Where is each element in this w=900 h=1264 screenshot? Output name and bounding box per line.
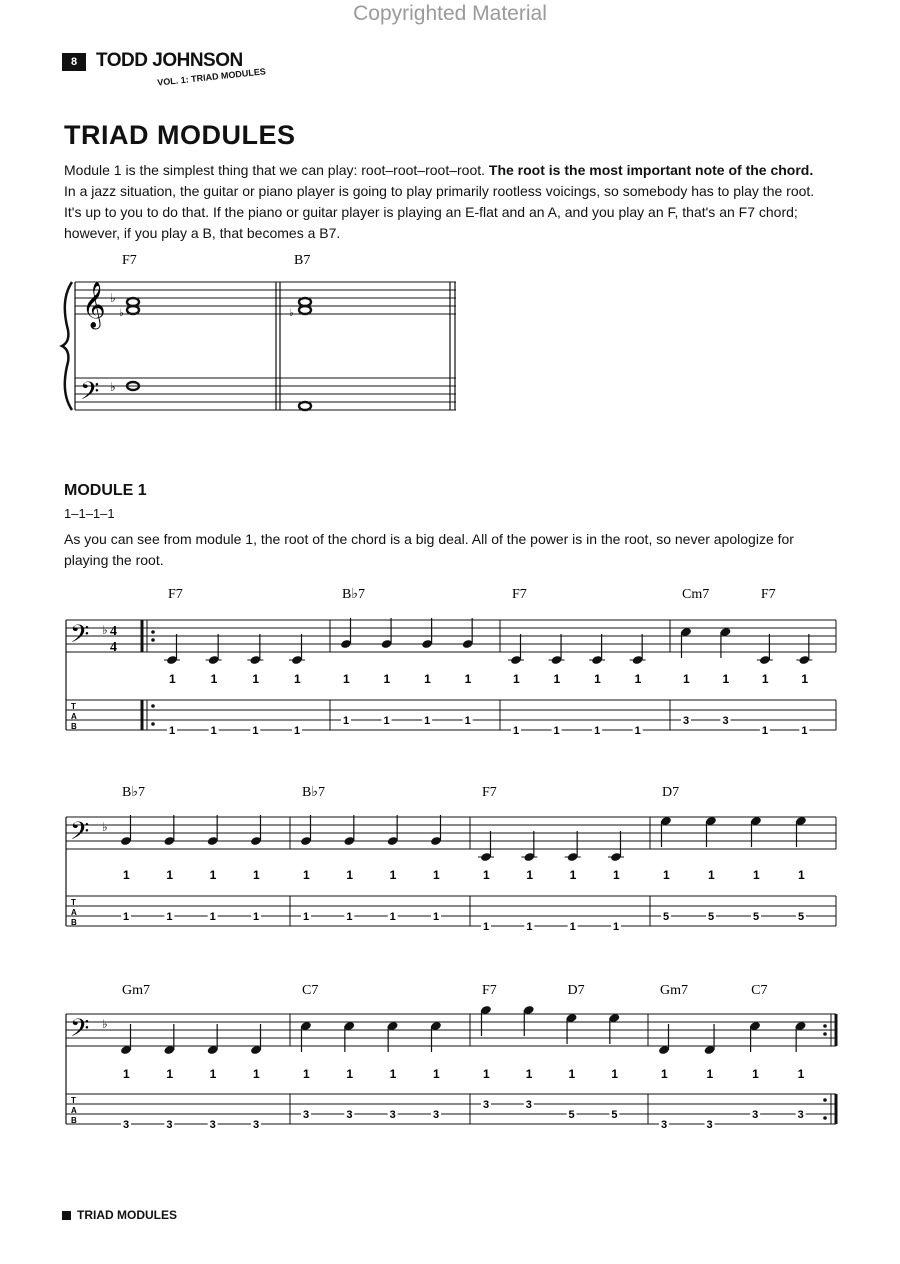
finger-number: 1 bbox=[123, 1067, 130, 1081]
flat-icon: ♭ bbox=[289, 308, 294, 319]
finger-number: 1 bbox=[389, 1067, 397, 1081]
brace bbox=[62, 282, 72, 410]
finger-number: 1 bbox=[663, 868, 670, 882]
tab-clef-icon: T bbox=[71, 898, 76, 907]
system-1 bbox=[66, 587, 836, 737]
finger-number: 1 bbox=[797, 1067, 805, 1081]
time-signature-icon: 4 bbox=[110, 624, 117, 639]
finger-number: 1 bbox=[568, 1067, 576, 1081]
tab-number: 1 bbox=[761, 725, 769, 737]
tab-number: 3 bbox=[253, 1119, 260, 1131]
tab-clef-icon: A bbox=[71, 712, 77, 721]
tab-clef-icon: A bbox=[71, 1106, 77, 1115]
finger-number: 1 bbox=[433, 1067, 440, 1081]
tab-number: 1 bbox=[346, 911, 353, 923]
tab-clef-icon: A bbox=[71, 908, 77, 917]
tab-number: 1 bbox=[210, 725, 217, 737]
author-name: TODD JOHNSON bbox=[96, 50, 243, 71]
chord-symbol: B♭7 bbox=[342, 587, 365, 602]
tab-clef-icon: T bbox=[71, 702, 76, 711]
finger-number: 1 bbox=[464, 672, 472, 686]
finger-number: 1 bbox=[753, 868, 760, 882]
bass-clef-icon: 𝄢 bbox=[70, 620, 90, 655]
finger-number: 1 bbox=[303, 868, 310, 882]
footer-square-icon bbox=[62, 1211, 71, 1220]
tab-number: 3 bbox=[433, 1109, 440, 1121]
repeat-dot bbox=[151, 638, 155, 642]
tab-number: 3 bbox=[209, 1119, 216, 1131]
finger-number: 1 bbox=[210, 672, 218, 686]
repeat-dot bbox=[823, 1098, 827, 1102]
whole-note bbox=[299, 306, 311, 314]
tab-number: 1 bbox=[513, 725, 520, 737]
tab-number: 3 bbox=[683, 715, 690, 727]
finger-number: 1 bbox=[613, 868, 620, 882]
page-number: 8 bbox=[62, 53, 86, 71]
repeat-dot bbox=[151, 704, 155, 708]
tab-number: 1 bbox=[209, 911, 216, 923]
finger-number: 1 bbox=[525, 1067, 533, 1081]
tab-number: 1 bbox=[294, 725, 301, 737]
tab-number: 5 bbox=[798, 911, 805, 923]
finger-number: 1 bbox=[708, 868, 715, 882]
tab-number: 5 bbox=[753, 911, 760, 923]
page-title: TRIAD MODULES bbox=[64, 120, 296, 150]
tab-number: 1 bbox=[526, 921, 533, 933]
finger-number: 1 bbox=[253, 868, 260, 882]
tab-number: 5 bbox=[708, 911, 715, 923]
finger-number: 1 bbox=[424, 672, 431, 686]
flat-icon: ♭ bbox=[102, 623, 108, 637]
finger-number: 1 bbox=[594, 672, 601, 686]
flat-icon: ♭ bbox=[110, 291, 116, 305]
chord-symbol: F7 bbox=[168, 587, 183, 602]
tab-number: 1 bbox=[553, 725, 560, 737]
tab-number: 1 bbox=[383, 715, 390, 727]
module-description: As you can see from module 1, the root of the chord is a big deal. All of the power is in the root, so never apologize for playing the root. bbox=[64, 531, 794, 568]
finger-number: 1 bbox=[346, 868, 354, 882]
finger-number: 1 bbox=[303, 1067, 310, 1081]
repeat-dot bbox=[151, 630, 155, 634]
tab-number: 3 bbox=[346, 1109, 353, 1121]
module-title: MODULE 1 bbox=[64, 482, 147, 499]
tab-number: 3 bbox=[123, 1119, 130, 1131]
finger-number: 1 bbox=[761, 672, 769, 686]
finger-number: 1 bbox=[389, 868, 397, 882]
tab-number: 1 bbox=[569, 921, 576, 933]
chord-symbol: C7 bbox=[751, 983, 768, 998]
finger-number: 1 bbox=[513, 672, 520, 686]
intro-text-b: In a jazz situation, the guitar or piano player is going to play primarily rootless voicings, so somebody has to play the root. It's up to you to do that. If the piano or guitar player is playing an E-flat and an A, and you play an F, that's an F7 chord; however, if you play a B, that becomes a B7. bbox=[64, 183, 815, 241]
example-chord-2: B7 bbox=[294, 253, 311, 268]
tab-number: 3 bbox=[389, 1109, 396, 1121]
volume-subtitle: VOL. 1: TRIAD MODULES bbox=[156, 66, 267, 88]
tab-number: 1 bbox=[166, 911, 173, 923]
tab-number: 1 bbox=[343, 715, 350, 727]
repeat-dot bbox=[823, 1032, 827, 1036]
finger-number: 1 bbox=[294, 672, 301, 686]
finger-number: 1 bbox=[123, 868, 130, 882]
bass-clef-icon: 𝄢 bbox=[70, 1014, 90, 1049]
finger-number: 1 bbox=[343, 672, 350, 686]
finger-number: 1 bbox=[433, 868, 440, 882]
flat-icon: ♭ bbox=[110, 380, 116, 394]
finger-number: 1 bbox=[611, 1067, 619, 1081]
tab-number: 1 bbox=[634, 725, 641, 737]
intro-bold-text: The root is the most important note of the chord. bbox=[488, 162, 814, 178]
finger-number: 1 bbox=[169, 672, 176, 686]
chord-symbol: D7 bbox=[662, 785, 680, 800]
tab-clef-icon: B bbox=[71, 722, 77, 731]
chord-symbol: F7 bbox=[482, 983, 497, 998]
finger-number: 1 bbox=[346, 1067, 354, 1081]
tab-number: 1 bbox=[252, 725, 259, 737]
finger-number: 1 bbox=[661, 1067, 668, 1081]
grand-staff-example bbox=[62, 253, 456, 412]
chord-symbol: D7 bbox=[567, 983, 585, 998]
tab-number: 3 bbox=[752, 1109, 759, 1121]
chord-symbol: Gm7 bbox=[122, 983, 150, 998]
copyright-watermark: Copyrighted Material bbox=[353, 2, 547, 25]
tab-number: 5 bbox=[568, 1109, 575, 1121]
tab-clef-icon: B bbox=[71, 1116, 77, 1125]
tab-number: 5 bbox=[663, 911, 670, 923]
flat-icon: ♭ bbox=[102, 1017, 108, 1031]
finger-number: 1 bbox=[683, 672, 690, 686]
tab-number: 3 bbox=[797, 1109, 804, 1121]
tab-number: 3 bbox=[483, 1099, 490, 1111]
tab-number: 1 bbox=[594, 725, 601, 737]
tab-number: 1 bbox=[389, 911, 396, 923]
finger-number: 1 bbox=[483, 1067, 490, 1081]
bass-clef-icon: 𝄢 bbox=[70, 817, 90, 852]
chord-symbol: B♭7 bbox=[122, 785, 145, 800]
chord-symbol: F7 bbox=[482, 785, 497, 800]
finger-number: 1 bbox=[209, 868, 217, 882]
finger-number: 1 bbox=[553, 672, 561, 686]
tab-number: 5 bbox=[611, 1109, 618, 1121]
finger-number: 1 bbox=[166, 868, 174, 882]
system-3 bbox=[66, 983, 836, 1131]
chord-symbol: Cm7 bbox=[682, 587, 710, 602]
tab-number: 3 bbox=[303, 1109, 310, 1121]
tab-number: 1 bbox=[483, 921, 490, 933]
tab-number: 3 bbox=[166, 1119, 173, 1131]
tab-clef-icon: T bbox=[71, 1096, 76, 1105]
tab-number: 1 bbox=[801, 725, 808, 737]
finger-number: 1 bbox=[634, 672, 642, 686]
flat-icon: ♭ bbox=[102, 820, 108, 834]
tab-number: 1 bbox=[433, 911, 440, 923]
tab-number: 3 bbox=[722, 715, 729, 727]
chord-symbol: Gm7 bbox=[660, 983, 688, 998]
running-footer bbox=[62, 1208, 177, 1222]
bass-exercise-systems bbox=[66, 587, 836, 1131]
intro-text-a: Module 1 is the simplest thing that we can play: root–root–root–root. bbox=[64, 162, 489, 178]
tab-number: 1 bbox=[613, 921, 620, 933]
tab-number: 1 bbox=[169, 725, 176, 737]
finger-number: 1 bbox=[252, 672, 260, 686]
example-chord-1: F7 bbox=[122, 253, 137, 268]
tab-number: 1 bbox=[424, 715, 431, 727]
finger-number: 1 bbox=[166, 1067, 174, 1081]
repeat-dot bbox=[823, 1024, 827, 1028]
finger-number: 1 bbox=[569, 868, 577, 882]
treble-clef-icon: 𝄞 bbox=[82, 282, 106, 328]
chord-symbol: C7 bbox=[302, 983, 319, 998]
tab-number: 1 bbox=[303, 911, 310, 923]
time-signature-icon: 4 bbox=[110, 640, 117, 655]
finger-number: 1 bbox=[798, 868, 805, 882]
finger-number: 1 bbox=[526, 868, 534, 882]
whole-note bbox=[299, 402, 311, 410]
footer-label: TRIAD MODULES bbox=[77, 1208, 177, 1222]
finger-number: 1 bbox=[801, 672, 809, 686]
chord-symbol: F7 bbox=[760, 587, 776, 602]
finger-number: 1 bbox=[706, 1067, 714, 1081]
finger-number: 1 bbox=[253, 1067, 260, 1081]
flat-icon: ♭ bbox=[119, 308, 124, 319]
chord-symbol: B♭7 bbox=[302, 785, 325, 800]
finger-number: 1 bbox=[752, 1067, 759, 1081]
finger-number: 1 bbox=[209, 1067, 217, 1081]
repeat-dot bbox=[823, 1116, 827, 1120]
system-2 bbox=[66, 785, 836, 933]
tab-number: 1 bbox=[464, 715, 471, 727]
repeat-dot bbox=[151, 722, 155, 726]
module-pattern: 1–1–1–1 bbox=[64, 506, 115, 521]
bass-clef-icon: 𝄢 bbox=[80, 377, 100, 412]
tab-number: 3 bbox=[706, 1119, 713, 1131]
chord-symbol: F7 bbox=[512, 587, 527, 602]
finger-number: 1 bbox=[722, 672, 730, 686]
whole-note bbox=[127, 306, 139, 314]
tab-clef-icon: B bbox=[71, 918, 77, 927]
tab-number: 1 bbox=[123, 911, 130, 923]
tab-number: 3 bbox=[661, 1119, 668, 1131]
finger-number: 1 bbox=[383, 672, 391, 686]
finger-number: 1 bbox=[483, 868, 490, 882]
tab-number: 3 bbox=[525, 1099, 532, 1111]
tab-number: 1 bbox=[253, 911, 260, 923]
